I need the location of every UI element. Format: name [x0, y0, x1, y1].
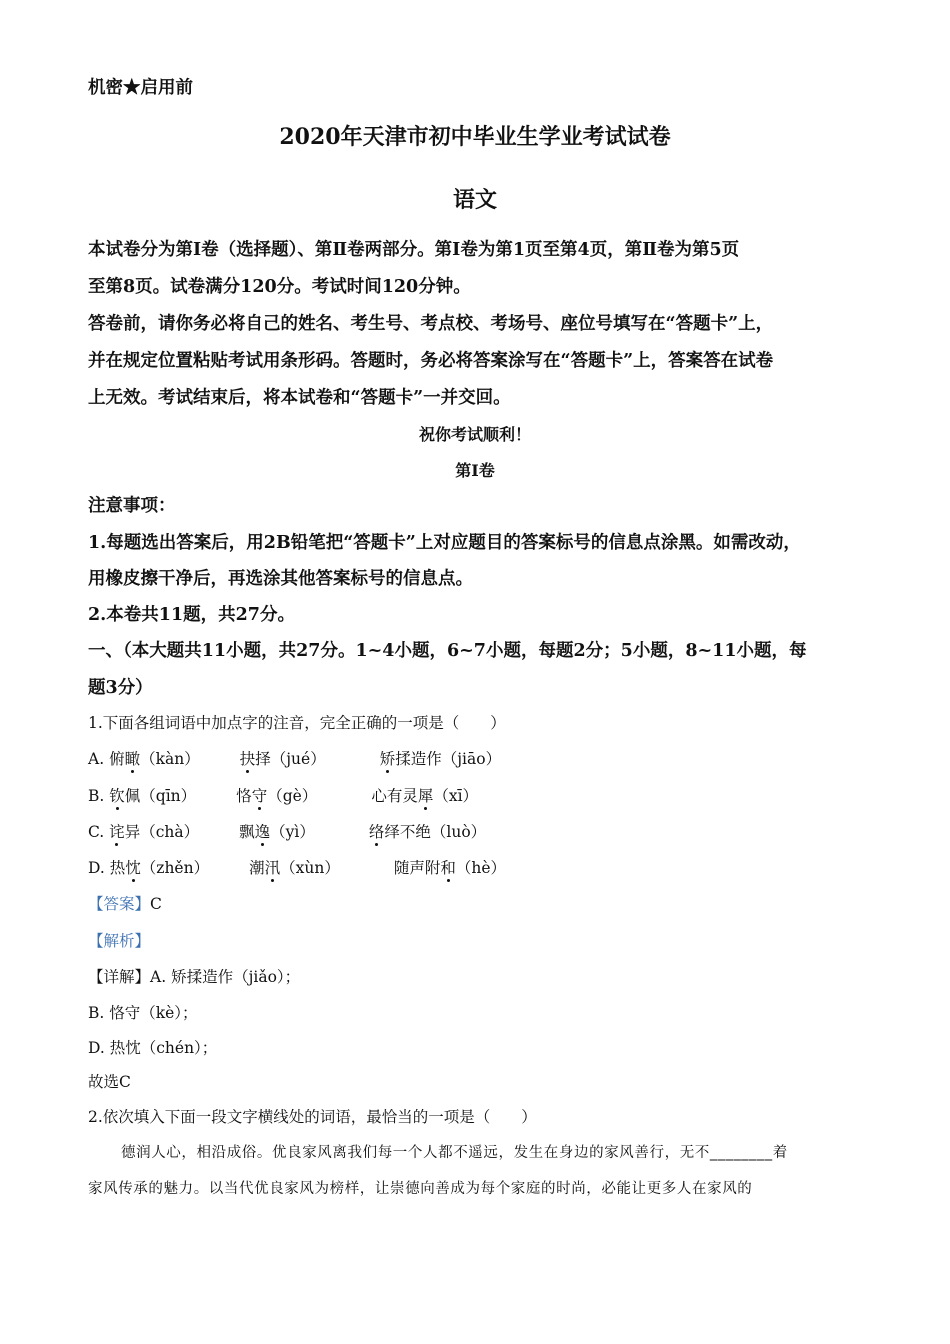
emphasis-dot-char: 汛 — [264, 859, 281, 877]
section-line-1: 一、（本大题共11小题，共27分。1~4小题，6~7小题，每题2分；5小题，8~11小题，每 — [88, 641, 807, 661]
emphasis-dot-char: 瞰 — [124, 750, 141, 768]
q1-option-b: B. 钦佩（qīn） 恪守（gè） 心有灵犀（xī） — [88, 787, 479, 805]
emphasis-dot-char: 抉 — [239, 750, 256, 768]
detail-line-a: 【详解】A. 矫揉造作（jiǎo）； — [88, 968, 301, 986]
note-1-line-1: 1.每题选出答案后，用2B铅笔把“答题卡”上对应题目的答案标号的信息点涂黑。如需改动， — [88, 533, 801, 553]
emphasis-dot-char: 钦 — [109, 787, 125, 805]
emphasis-dot-char: 络 — [368, 823, 385, 841]
answer-value: C — [150, 895, 162, 913]
emphasis-dot-char: 逸 — [254, 823, 271, 841]
wish-text: 祝你考试顺利！ — [418, 425, 531, 444]
emphasis-dot-char: 和 — [440, 859, 456, 877]
answer-tag: 【答案】 — [88, 895, 151, 913]
q2-passage-line-2: 家风传承的魅力。以当代优良家风为榜样，让崇德向善成为每个家庭的时尚，必能让更多人在家风的 — [88, 1181, 753, 1197]
note-2: 2.本卷共11题，共27分。 — [88, 605, 295, 625]
detail-line-d: D. 热忱（chén）； — [88, 1039, 218, 1057]
intro-line-2: 至第8页。试卷满分120分。考试时间120分钟。 — [88, 277, 471, 297]
confidential-label: 机密★启用前 — [88, 78, 193, 98]
emphasis-dot-char: 守 — [251, 787, 268, 805]
intro-line-3: 答卷前，请你务必将自己的姓名、考生号、考点校、考场号、座位号填写在“答题卡”上， — [88, 314, 774, 334]
detail-line-b: B. 恪守（kè）； — [88, 1004, 198, 1022]
intro-line-1: 本试卷分为第Ⅰ卷（选择题）、第Ⅱ卷两部分。第Ⅰ卷为第1页至第4页，第Ⅱ卷为第5页 — [88, 240, 740, 260]
emphasis-dot-char: 矫 — [379, 750, 396, 768]
volume-heading: 第Ⅰ卷 — [455, 461, 495, 480]
exam-title: 2020年天津市初中毕业生学业考试试卷 — [279, 124, 671, 150]
q1-option-a: A. 俯瞰（kàn） 抉择（jué） 矫揉造作（jiāo） — [88, 750, 502, 768]
q1-answer — [88, 895, 162, 914]
emphasis-dot-char: 忱 — [125, 859, 141, 877]
q2-stem: 2.依次填入下面一段文字横线处的词语，最恰当的一项是（ ） — [88, 1108, 537, 1126]
intro-line-4: 并在规定位置粘贴考试用条形码。答题时，务必将答案涂写在“答题卡”上，答案答在试卷 — [88, 351, 774, 371]
emphasis-dot-char: 诧 — [109, 823, 125, 841]
q1-option-d: D. 热忱（zhěn） 潮汛（xùn） 随声附和（hè） — [88, 859, 507, 877]
q2-passage-line-1: 德润人心，相沿成俗。优良家风离我们每一个人都不遥远，发生在身边的家风善行，无不________着 — [121, 1145, 788, 1161]
detail-conclusion: 故选C — [88, 1073, 131, 1091]
q1-stem: 1.下面各组词语中加点字的注音，完全正确的一项是（ ） — [88, 714, 506, 732]
emphasis-dot-char: 犀 — [417, 787, 434, 805]
detail-tag: 【详解】 — [88, 968, 151, 986]
section-line-2: 题3分） — [88, 678, 153, 698]
q1-option-c: C. 诧异（chà） 飘逸（yì） 络绎不绝（luò） — [88, 823, 487, 841]
intro-line-5: 上无效。考试结束后，将本试卷和“答题卡”一并交回。 — [88, 388, 511, 408]
subject-title: 语文 — [452, 187, 497, 213]
notes-heading: 注意事项： — [88, 496, 176, 516]
note-1-line-2: 用橡皮擦干净后，再选涂其他答案标号的信息点。 — [88, 569, 473, 589]
analysis-tag: 【解析】 — [88, 932, 151, 950]
